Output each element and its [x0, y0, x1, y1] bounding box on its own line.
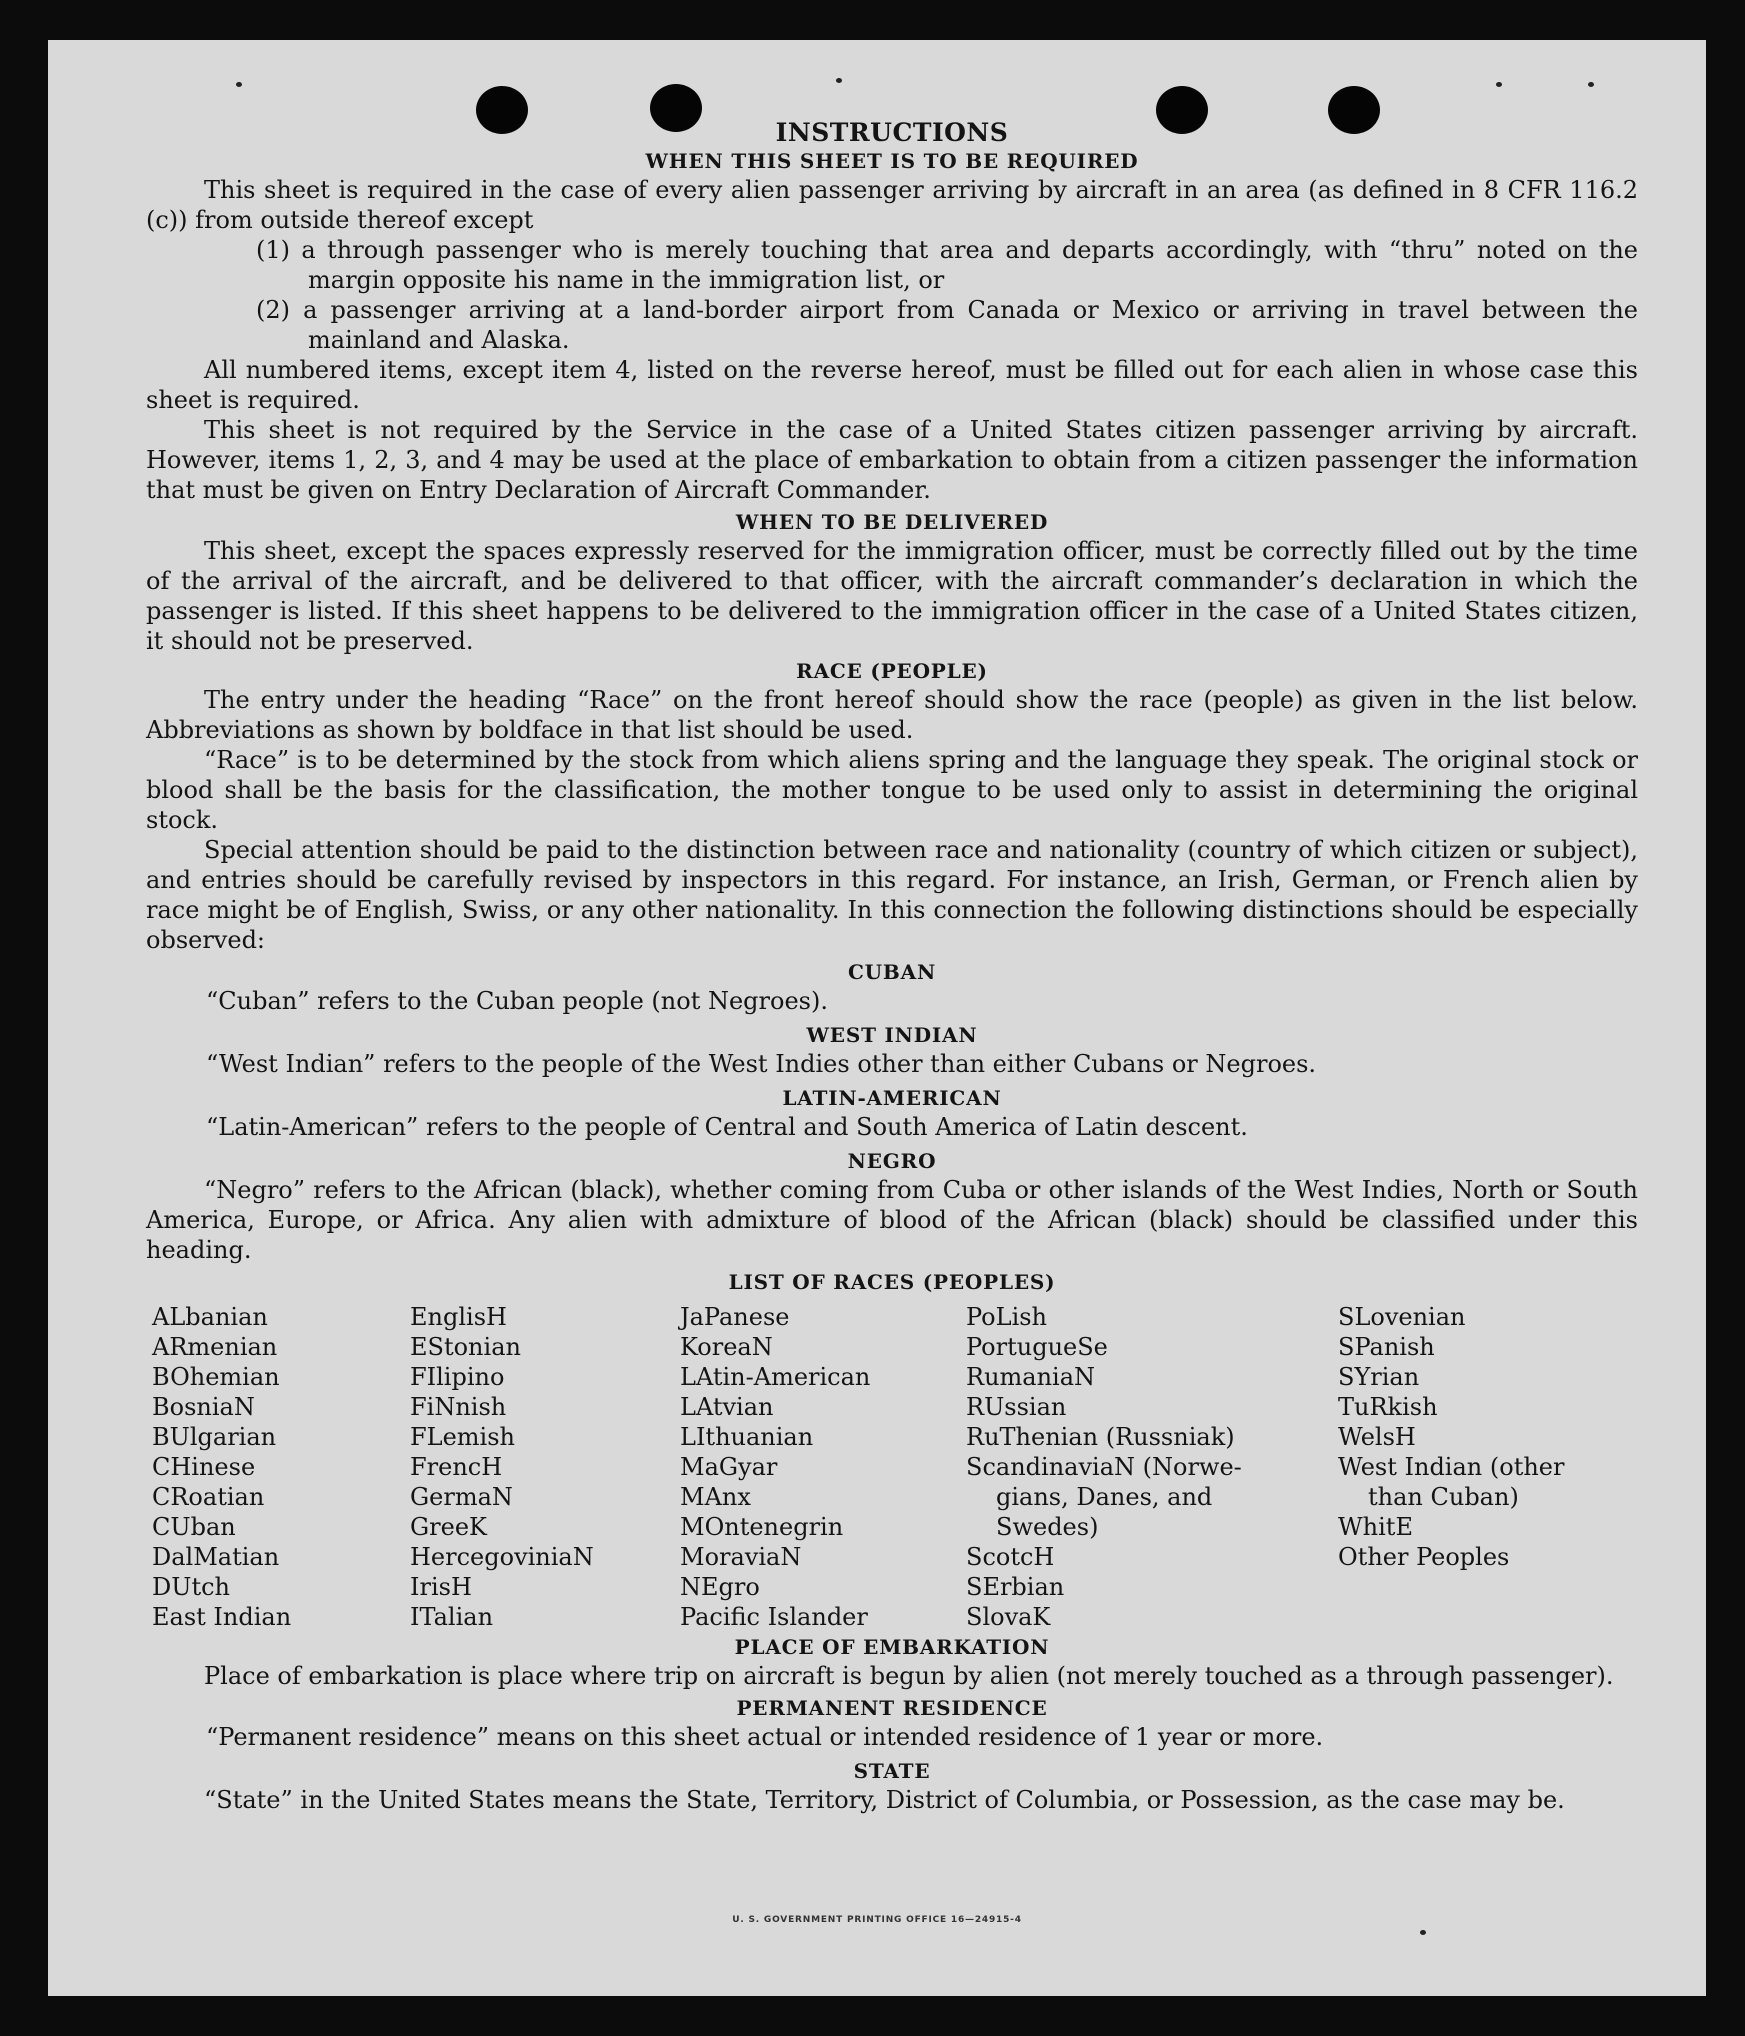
text-west-indian: “West Indian” refers to the people of the West Indies other than either Cubans or Negroes. [206, 1050, 1317, 1078]
race-item: West Indian (other [1338, 1453, 1565, 1481]
race-item: BUlgarian [152, 1423, 277, 1451]
race-item: DalMatian [152, 1543, 280, 1571]
heading-latin-american: LATIN-AMERICAN [782, 1086, 1002, 1110]
instructions-body [146, 118, 1638, 1815]
heading-place-of-embarkation: PLACE OF EMBARKATION [734, 1635, 1050, 1659]
speck [1420, 1930, 1426, 1935]
race-item: ITalian [410, 1603, 494, 1631]
page-title: INSTRUCTIONS [775, 118, 1009, 147]
race-item: SYrian [1338, 1363, 1420, 1391]
races-column-1 [152, 1302, 410, 1632]
document-sheet [48, 40, 1706, 1996]
race-item: ARmenian [152, 1333, 278, 1361]
race-item: BosniaN [152, 1393, 255, 1421]
paragraph-numbered-items: All numbered items, except item 4, listed on the reverse hereof, must be filled out for each alien in whose case this sheet is required. [146, 356, 1638, 414]
race-item: LAtin-American [680, 1363, 871, 1391]
race-item: ALbanian [152, 1303, 268, 1331]
race-item: FLemish [410, 1423, 515, 1451]
race-item: MaGyar [680, 1453, 778, 1481]
paragraph-race-entry: The entry under the heading “Race” on the front hereof should show the race (people) as given in the list below. Abbreviations as shown by boldface in that list should be used. [146, 686, 1638, 744]
heading-list-of-races: LIST OF RACES (PEOPLES) [728, 1270, 1056, 1294]
heading-west-indian: WEST INDIAN [806, 1023, 978, 1047]
race-item-continued: Swedes) [996, 1513, 1099, 1541]
race-item: SLovenian [1338, 1303, 1466, 1331]
text-place-of-embarkation: Place of embarkation is place where trip on aircraft is begun by alien (not merely touched as a through passenger). [204, 1662, 1614, 1690]
race-item: MOntenegrin [680, 1513, 844, 1541]
race-item: FIlipino [410, 1363, 505, 1391]
race-item: MoraviaN [680, 1543, 802, 1571]
race-item: SlovaK [966, 1603, 1051, 1631]
heading-negro: NEGRO [847, 1149, 937, 1173]
race-item: IrisH [410, 1573, 472, 1601]
printer-imprint: U. S. GOVERNMENT PRINTING OFFICE 16—24915-4 [732, 1915, 1022, 1925]
race-item: KoreaN [680, 1333, 773, 1361]
races-column-4 [966, 1302, 1338, 1632]
race-item: PortugueSe [966, 1333, 1108, 1361]
race-item: TuRkish [1338, 1393, 1438, 1421]
race-item: CRoatian [152, 1483, 265, 1511]
race-item: WelsH [1338, 1423, 1416, 1451]
race-item: EnglisH [410, 1303, 507, 1331]
race-item: DUtch [152, 1573, 231, 1601]
race-item: LIthuanian [680, 1423, 814, 1451]
race-item: Other Peoples [1338, 1543, 1510, 1571]
race-item: RuThenian (Russniak) [966, 1423, 1235, 1451]
paragraph-delivered: This sheet, except the spaces expressly reserved for the immigration officer, must be correctly filled out by the time of the arrival of the aircraft, and be delivered to that officer, with the aircraft commander’s declaration in which the passenger is listed. If this sheet happens to be delivered to the immigration officer in the case of a United States citizen, it should not be preserved. [146, 537, 1638, 655]
race-item: ScotcH [966, 1543, 1055, 1571]
race-item: CUban [152, 1513, 236, 1541]
text-cuban: “Cuban” refers to the Cuban people (not Negroes). [206, 987, 828, 1015]
speck [236, 82, 242, 87]
paragraph-race-nationality: Special attention should be paid to the distinction between race and nationality (country of which citizen or subject), and entries should be carefully revised by inspectors in this regard. For instance, an Irish, German, or French alien by race might be of English, Swiss, or any other nationality. In this connection the following distinctions should be especially observed: [146, 836, 1638, 954]
text-latin-american: “Latin-American” refers to the people of Central and South America of Latin descent. [206, 1113, 1248, 1141]
race-item: GreeK [410, 1513, 487, 1541]
heading-permanent-residence: PERMANENT RESIDENCE [736, 1696, 1048, 1720]
text-permanent-residence: “Permanent residence” means on this sheet actual or intended residence of 1 year or more. [206, 1723, 1324, 1751]
races-column-2 [410, 1302, 680, 1632]
heading-when-delivered: WHEN TO BE DELIVERED [735, 510, 1049, 534]
speck [836, 78, 842, 83]
race-item: Pacific Islander [680, 1603, 868, 1631]
race-item: EStonian [410, 1333, 521, 1361]
text-negro: “Negro” refers to the African (black), whether coming from Cuba or other islands of the West Indies, North or South America, Europe, or Africa. Any alien with admixture of blood of the African (black) should be classified under this heading. [146, 1176, 1638, 1264]
heading-cuban: CUBAN [847, 960, 937, 984]
race-item: BOhemian [152, 1363, 280, 1391]
races-list [152, 1302, 1638, 1632]
heading-race: RACE (PEOPLE) [796, 659, 988, 683]
heading-state: STATE [853, 1759, 931, 1783]
paragraph-race-definition: “Race” is to be determined by the stock from which aliens spring and the language they speak. The original stock or blood shall be the basis for the classification, the mother tongue to be used only to assist in determining the original stock. [146, 746, 1638, 834]
paragraph-required: This sheet is required in the case of every alien passenger arriving by aircraft in an area (as defined in 8 CFR 116.2 (c)) from outside thereof except [146, 176, 1638, 234]
text-state: “State” in the United States means the State, Territory, District of Columbia, or Possession, as the case may be. [204, 1786, 1565, 1814]
race-item: GermaN [410, 1483, 513, 1511]
heading-when-required: WHEN THIS SHEET IS TO BE REQUIRED [645, 149, 1139, 173]
race-item-continued: than Cuban) [1368, 1483, 1519, 1511]
exception-item-1: (1) a through passenger who is merely touching that area and departs accordingly, with “thru” noted on the margin opposite his name in the immigration list, or [256, 236, 1638, 294]
race-item: MAnx [680, 1483, 751, 1511]
race-item: FiNnish [410, 1393, 507, 1421]
exception-item-2: (2) a passenger arriving at a land-border airport from Canada or Mexico or arriving in travel between the mainland and Alaska. [256, 296, 1638, 354]
speck [1588, 82, 1594, 87]
race-item: FrencH [410, 1453, 503, 1481]
race-item: LAtvian [680, 1393, 774, 1421]
race-item: CHinese [152, 1453, 256, 1481]
paragraph-citizen: This sheet is not required by the Service in the case of a United States citizen passenger arriving by aircraft. However, items 1, 2, 3, and 4 may be used at the place of embarkation to obtain from a citizen passenger the information that must be given on Entry Declaration of Aircraft Commander. [146, 416, 1638, 504]
race-item: East Indian [152, 1603, 292, 1631]
race-item: SErbian [966, 1573, 1065, 1601]
race-item: PoLish [966, 1303, 1048, 1331]
races-column-3 [680, 1302, 966, 1632]
race-item: HercegoviniaN [410, 1543, 594, 1571]
race-item: ScandinaviaN (Norwe- [966, 1453, 1242, 1481]
race-item: JaPanese [680, 1303, 790, 1331]
race-item: NEgro [680, 1573, 760, 1601]
races-column-5 [1338, 1302, 1608, 1632]
speck [1496, 82, 1502, 87]
race-item: RUssian [966, 1393, 1067, 1421]
race-item: SPanish [1338, 1333, 1435, 1361]
race-item-continued: gians, Danes, and [996, 1483, 1213, 1511]
race-item: RumaniaN [966, 1363, 1096, 1391]
race-item: WhitE [1338, 1513, 1413, 1541]
